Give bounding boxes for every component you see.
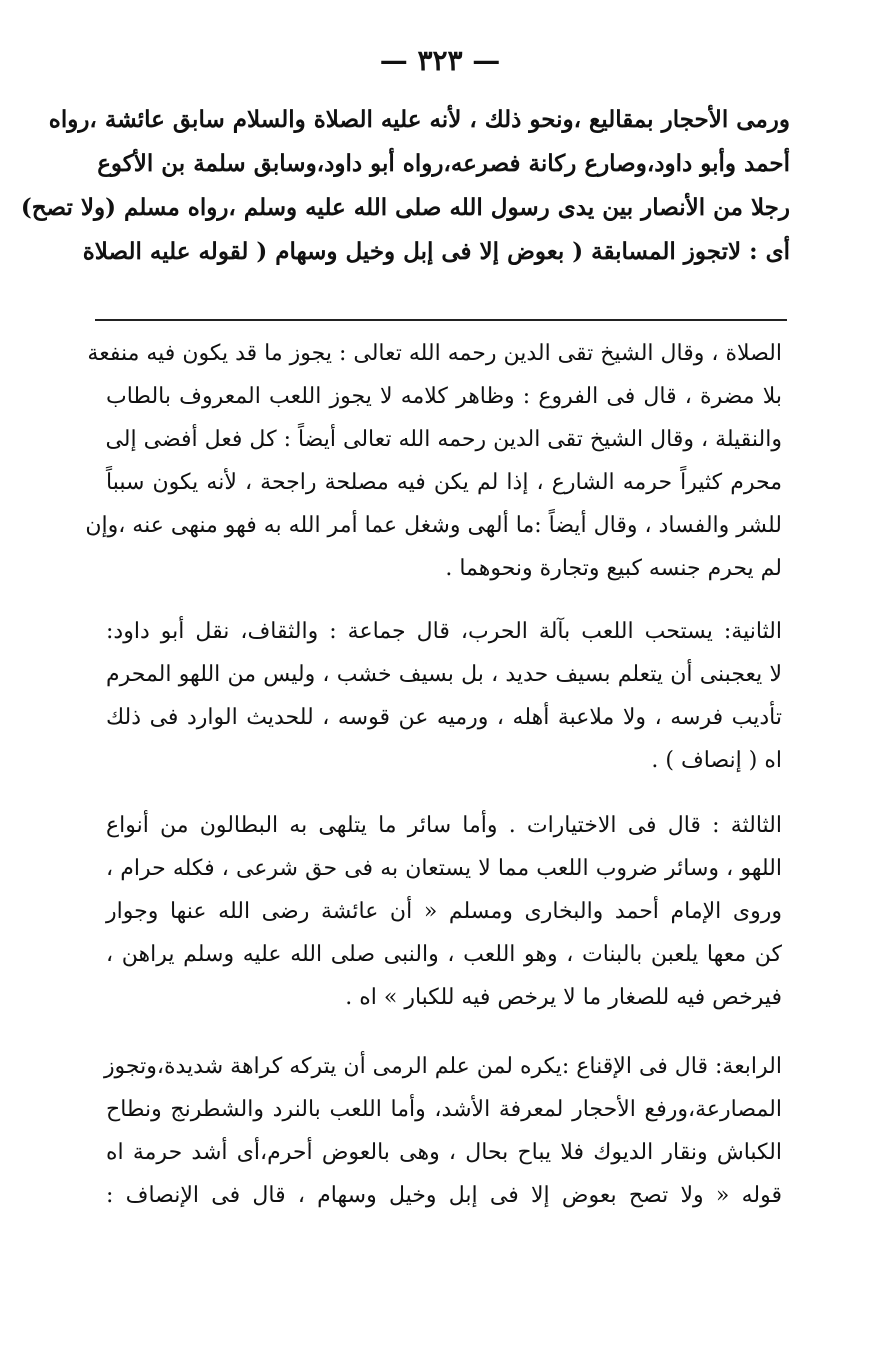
main-text-line: أحمد وأبو داود،وصارع ركانة فصرعه،رواه أبو داود،وسابق سلمة بن الأكوع (97, 150, 790, 177)
commentary-line: الثانية: يستحب اللعب بآلة الحرب، قال جماعة : والثقاف، نقل أبو داود: (106, 619, 782, 644)
commentary-line: والنقيلة ، وقال الشيخ تقى الدين رحمه الله تعالى أيضاً : كل فعل أفضى إلى (105, 427, 782, 452)
commentary-line: للشر والفساد ، وقال أيضاً :ما ألهى وشغل عما أمر الله به فهو منهى عنه ،وإن (85, 513, 782, 538)
commentary-line: قوله « ولا تصح بعوض إلا فى إبل وخيل وسهام ، قال فى الإنصاف : (106, 1183, 782, 1208)
commentary-paragraph-1 (85, 332, 782, 590)
page-number: — ٣٢٣ — (379, 44, 501, 77)
main-text-line: أى : لاتجوز المسابقة ( بعوض إلا فى إبل وخيل وسهام ( لقوله عليه الصلاة (82, 238, 790, 265)
commentary-line: اه ( إنصاف ) . (651, 748, 782, 773)
commentary-line: لا يعجبنى أن يتعلم بسيف حديد ، بل بسيف خشب ، وليس من اللهو المحرم (106, 662, 782, 687)
commentary-line: الكباش ونقار الديوك فلا يباح بحال ، وهى بالعوض أحرم،أى أشد حرمة اه (106, 1140, 782, 1165)
commentary-line: بلا مضرة ، قال فى الفروع : وظاهر كلامه لا يجوز اللعب المعروف بالطاب (106, 384, 782, 409)
main-text (20, 98, 790, 274)
commentary-line: لم يحرم جنسه كبيع وتجارة ونحوهما . (445, 556, 782, 581)
commentary-line: الصلاة ، وقال الشيخ تقى الدين رحمه الله تعالى : يجوز ما قد يكون فيه منفعة (87, 341, 782, 366)
commentary-section (85, 332, 782, 1217)
commentary-line: وروى الإمام أحمد والبخارى ومسلم « أن عائشة رضى الله عنها وجوار (106, 899, 782, 924)
commentary-paragraph-4 (103, 1045, 782, 1217)
commentary-line: فيرخص فيه للصغار ما لا يرخص فيه للكبار » اه . (345, 985, 782, 1010)
commentary-paragraph-2 (106, 610, 782, 782)
footnote-divider (95, 319, 787, 321)
commentary-line: محرم كثيراً حرمه الشارع ، إذا لم يكن فيه مصلحة راجحة ، لأنه يكون سبباً (106, 470, 782, 495)
main-text-line: ورمى الأحجار بمقاليع ،ونحو ذلك ، لأنه عليه الصلاة والسلام سابق عائشة ،رواه (48, 106, 790, 133)
main-text-line: رجلا من الأنصار بين يدى رسول الله صلى الله عليه وسلم ،رواه مسلم (ولا تصح) (20, 194, 790, 221)
commentary-line: اللهو ، وسائر ضروب اللعب مما لا يستعان به فى حق شرعى ، فكله حرام ، (106, 856, 782, 881)
commentary-paragraph-3 (106, 804, 782, 1019)
commentary-line: الثالثة : قال فى الاختيارات . وأما سائر ما يتلهى به البطالون من أنواع (106, 813, 782, 838)
commentary-line: الرابعة: قال فى الإقناع :يكره لمن علم الرمى أن يتركه كراهة شديدة،وتجوز (103, 1054, 782, 1079)
commentary-line: كن معها يلعبن بالبنات ، وهو اللعب ، والنبى صلى الله عليه وسلم يراهن ، (106, 942, 782, 967)
commentary-line: تأديب فرسه ، ولا ملاعبة أهله ، ورميه عن قوسه ، للحديث الوارد فى ذلك (106, 705, 782, 730)
commentary-line: المصارعة،ورفع الأحجار لمعرفة الأشد، وأما اللعب بالنرد والشطرنج ونطاح (106, 1097, 782, 1122)
